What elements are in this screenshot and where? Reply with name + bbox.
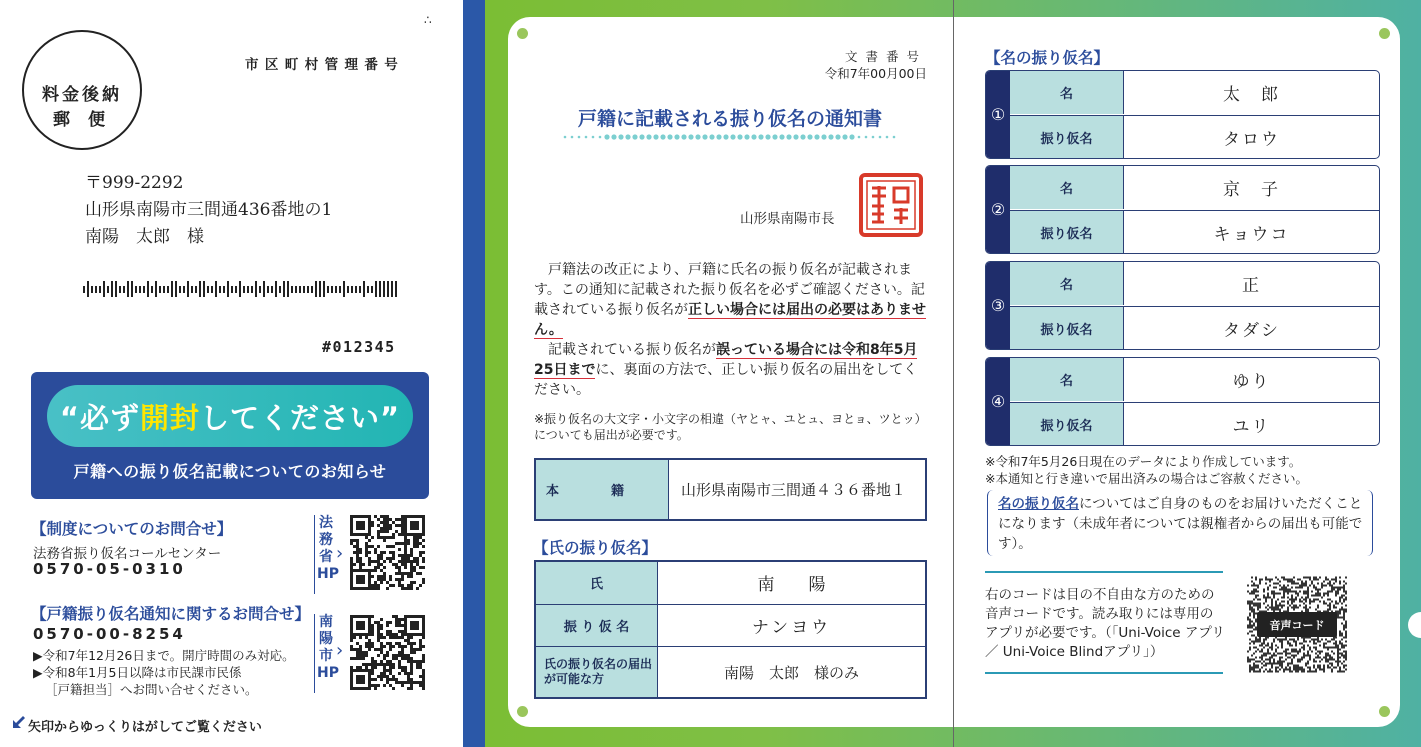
qr-code-nanyo[interactable]: [350, 615, 425, 690]
corner-dot: [1379, 706, 1390, 717]
inquiry2-phone: 0570-00-8254: [33, 625, 186, 643]
corner-dot: [517, 28, 528, 39]
voice-section-rule: [985, 672, 1223, 674]
given-name-entry: [985, 165, 1380, 254]
callout-rest: についてはご自身のものをお届けいただくことになります（未成年者については親権者からの届出も可能です）。: [998, 496, 1363, 552]
table-row: [1010, 358, 1379, 401]
given-name-value: 太 郎: [1223, 85, 1280, 105]
open-notice-text: [47, 396, 413, 437]
eligible-filer-label: 氏の振り仮名の届出が可能な方: [535, 647, 658, 698]
customer-barcode: [83, 281, 401, 297]
crossed-filing-note: ※本通知と行き違いで届出済みの場合はご容赦ください。: [985, 471, 1308, 486]
surname-label: 氏: [535, 561, 658, 604]
fold-line: [953, 0, 954, 747]
table-row: [535, 604, 926, 647]
fold-strip: [463, 0, 485, 747]
kana-value: ユリ: [1232, 417, 1271, 437]
given-name-value: 京 子: [1223, 180, 1280, 200]
banner-pre: “必ず: [59, 401, 140, 435]
intro-p2-rest: に、裏面の方法で、正しい振り仮名の届出をしてください。: [534, 362, 918, 398]
eligible-filer-value: 南陽 太郎 様のみ: [658, 647, 927, 698]
kana-value: キョウコ: [1213, 225, 1290, 245]
moj-hp-label: 法務省HP: [317, 515, 339, 582]
given-name-label: 名: [1010, 71, 1124, 114]
surname-value: 南 陽: [658, 561, 927, 604]
table-row: [1010, 210, 1379, 254]
given-name-filing-text: [998, 494, 1368, 554]
inquiry2-note1: ▶令和7年12月26日まで。開庁時間のみ対応。: [33, 648, 295, 663]
official-seal-icon: [858, 172, 924, 238]
qr-code-moj[interactable]: [350, 515, 425, 590]
kana-label: 振り仮名: [1010, 116, 1124, 159]
kana-size-note: ※振り仮名の大文字・小文字の相違（ヤとャ、ユとュ、ヨとョ、ツとッ）についても届出が必要です。: [534, 412, 927, 442]
reference-number: #012345: [322, 338, 396, 356]
inquiry1-heading: 【制度についてのお問合せ】: [31, 520, 233, 538]
callout-highlight: 名の振り仮名: [998, 496, 1079, 512]
table-row: [535, 561, 926, 604]
table-row: [1010, 306, 1379, 350]
kana-label: 振り仮名: [1010, 307, 1124, 350]
voice-section-rule: [985, 571, 1223, 573]
given-name-entry: [985, 357, 1380, 446]
corner-mark: ∴: [424, 13, 432, 27]
given-name-label: 名: [1010, 262, 1124, 305]
entry-number: ④: [986, 358, 1010, 445]
inquiry1-phone: 0570-05-0310: [33, 560, 186, 578]
chevron-right-icon: ›: [336, 640, 344, 661]
voice-code-label: 音声コード: [1257, 612, 1337, 637]
table-row: [1010, 166, 1379, 209]
title-dotted-rule: [562, 134, 896, 140]
entry-number: ③: [986, 262, 1010, 349]
honseki-label: 本 籍: [535, 459, 669, 520]
inquiry1-name: 法務省振り仮名コールセンター: [33, 546, 222, 562]
kana-label: 振り仮名: [1010, 403, 1124, 446]
given-name-label: 名: [1010, 166, 1124, 209]
peel-instruction: 矢印からゆっくりはがしてご覧ください: [28, 720, 262, 735]
corner-dot: [1379, 28, 1390, 39]
open-notice-subtitle: 戸籍への振り仮名記載についてのお知らせ: [73, 462, 387, 481]
table-row: [535, 647, 926, 698]
entry-number: ①: [986, 71, 1010, 158]
address-block: [85, 170, 332, 251]
given-name-entry: [985, 70, 1380, 159]
entry-number: ②: [986, 166, 1010, 253]
intro-p2-text: 記載されている振り仮名が: [548, 342, 716, 358]
qr1-divider: [314, 515, 315, 594]
table-row: [1010, 262, 1379, 305]
recipient-name: 南陽 太郎 様: [85, 227, 204, 247]
postage-line1: 料金後納: [42, 85, 122, 105]
document-date: 令和7年00月00日: [824, 66, 927, 81]
inquiry2-note2: ▶令和8年1月5日以降は市民課市民係: [33, 665, 242, 680]
kana-label: 振り仮名: [1010, 211, 1124, 254]
address-line: 山形県南陽市三間通436番地の1: [85, 200, 333, 220]
honseki-value: 山形県南陽市三間通４３６番地１: [669, 459, 927, 520]
surname-kana-value: ナンヨウ: [658, 604, 927, 647]
intro-paragraph2: [534, 340, 930, 400]
table-row: [1010, 71, 1379, 114]
banner-highlight: 開封: [139, 401, 200, 435]
chevron-right-icon: ›: [336, 543, 344, 564]
table-row: [1010, 115, 1379, 159]
mayor-title: 山形県南陽市長: [740, 211, 835, 227]
notice-title: 戸籍に記載される振り仮名の通知書: [577, 108, 882, 130]
nanyo-hp-label: 南陽市HP: [317, 614, 339, 681]
given-name-label: 名: [1010, 358, 1124, 401]
document-number-label: 文書番号: [844, 49, 927, 64]
inquiry2-note3: ［戸籍担当］へお問い合せください。: [45, 682, 258, 697]
given-name-entry: [985, 261, 1380, 350]
postage-paid-stamp: [22, 30, 142, 150]
surname-kana-heading: 【氏の振り仮名】: [533, 539, 658, 557]
postal-code: 〒999-2292: [85, 173, 184, 193]
table-row: [1010, 402, 1379, 446]
inquiry2-heading: 【戸籍振り仮名通知に関するお問合せ】: [31, 605, 311, 623]
intro-paragraph1: [534, 260, 930, 340]
data-date-note: ※令和7年5月26日現在のデータにより作成しています。: [985, 454, 1302, 469]
intro-p1-text: 戸籍法の改正により、戸籍に氏名の振り仮名が記載されます。この通知に記載された振り仮名を必ずご確認ください。記載されている振り仮名が: [534, 262, 925, 318]
given-name-value: 正: [1242, 276, 1261, 296]
given-name-value: ゆり: [1232, 372, 1271, 392]
honseki-table: [534, 458, 927, 521]
peel-arrow-icon[interactable]: [11, 714, 27, 730]
postage-line2: 郵 便: [53, 110, 111, 130]
kana-value: タダシ: [1223, 321, 1280, 341]
given-name-kana-heading: 【名の振り仮名】: [985, 49, 1110, 67]
surname-kana-table: [534, 560, 927, 699]
qr2-divider: [314, 614, 315, 693]
voice-code-description: 右のコードは目の不自由な方のための音声コードです。読み取りには専用のアプリが必要です。（「Uni-Voice アプリ／ Uni-Voice Blindアプリ」）: [985, 587, 1225, 660]
kana-value: タロウ: [1223, 130, 1280, 150]
management-number-label: 市区町村管理番号: [245, 57, 405, 73]
corner-dot: [517, 706, 528, 717]
intro-p1-emphasis: 正しい場合には届出の必要はありません。: [534, 302, 926, 338]
intro-text: [534, 260, 930, 400]
banner-post: してください”: [200, 401, 401, 435]
surname-kana-label: 振 り 仮 名: [535, 604, 658, 647]
intro-p2-emphasis: 誤っている場合には令和8年5月25日まで: [534, 342, 918, 378]
